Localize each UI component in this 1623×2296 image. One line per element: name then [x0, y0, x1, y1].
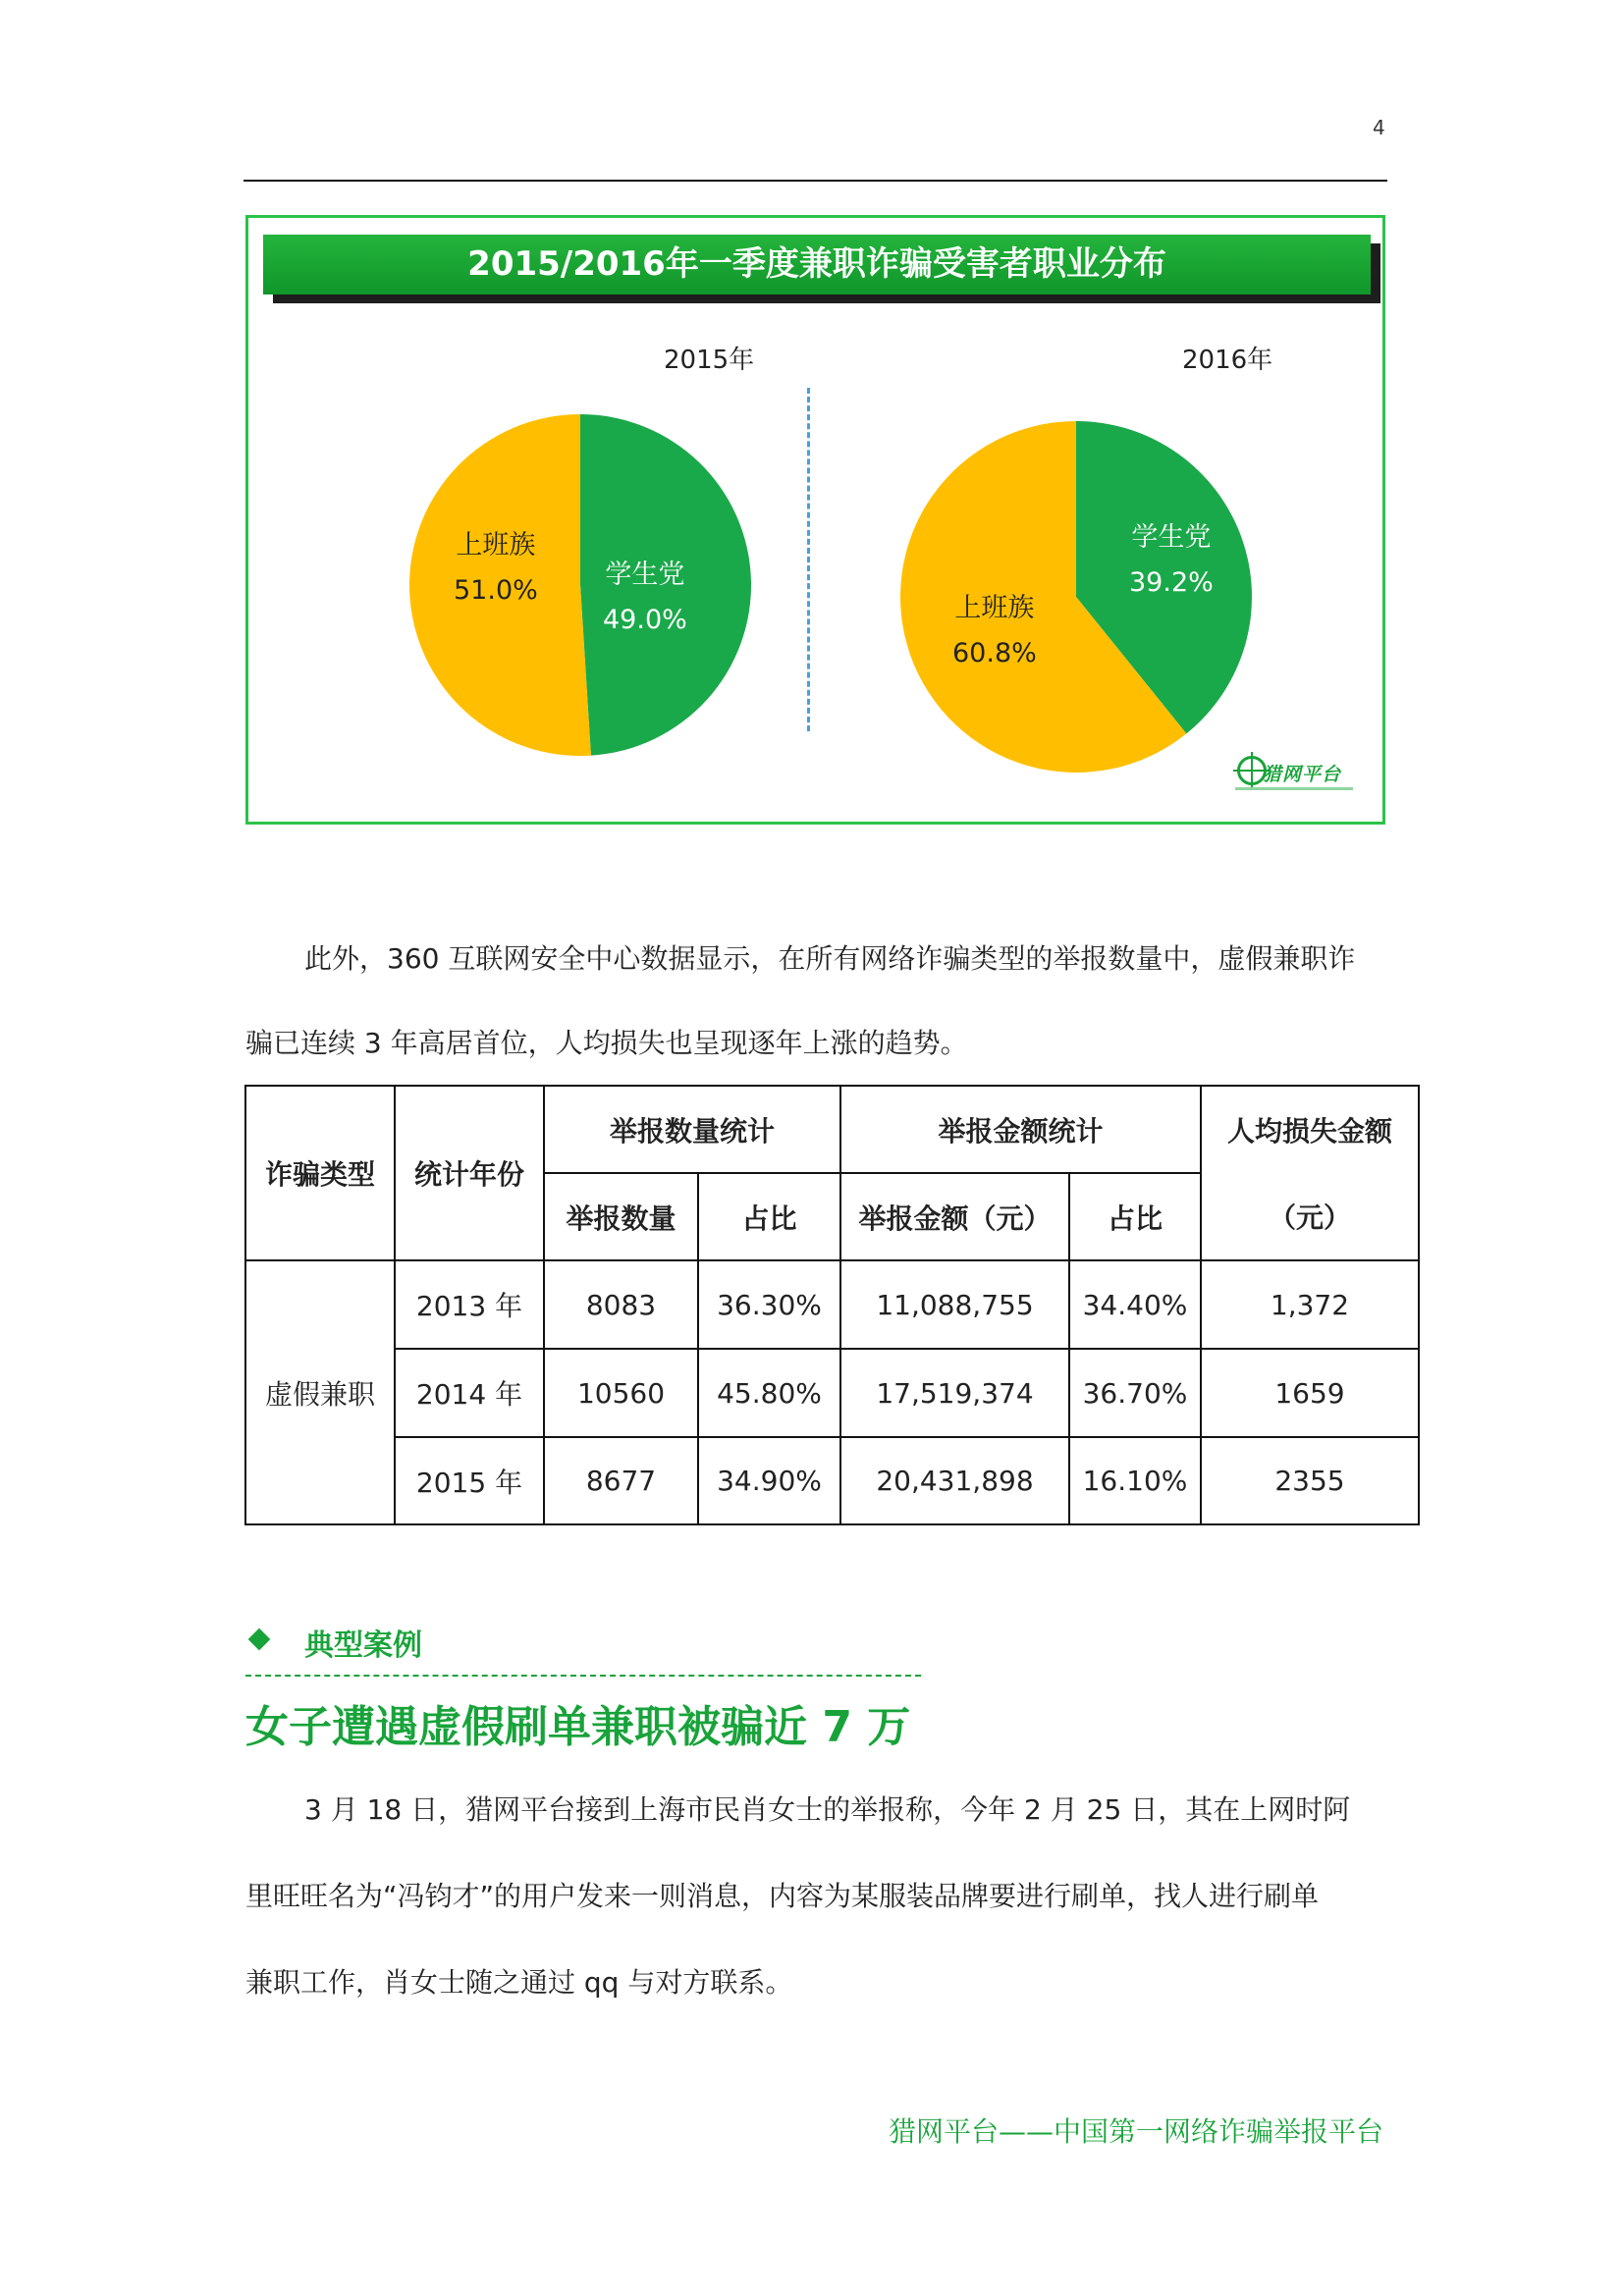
footer-slogan: 猎网平台——中国第一网络诈骗举报平台: [889, 2115, 1384, 2148]
year-cell: 2013 年: [395, 1260, 544, 1349]
pie-2016-worker-label: [952, 586, 1037, 676]
amount-ratio-cell: 16.10%: [1069, 1437, 1201, 1524]
count-cell: 8083: [544, 1260, 698, 1349]
header-count-ratio: 占比: [698, 1173, 840, 1260]
logo-text: 猎网平台: [1263, 764, 1342, 785]
category-cell: 虚假兼职: [245, 1260, 395, 1524]
pie-2015-worker-label: [454, 523, 538, 614]
paragraph-line: 里旺旺名为“冯钧才”的用户发来一则消息，内容为某服装品牌要进行刷单，找人进行刷单: [245, 1880, 1320, 1912]
figure-title: 2015/2016年一季度兼职诈骗受害者职业分布: [263, 235, 1371, 294]
amount-ratio-cell: 36.70%: [1069, 1349, 1201, 1437]
per-capita-cell: 1,372: [1201, 1260, 1419, 1349]
slice-name: 学生党: [605, 560, 685, 590]
slice-percent: 60.8%: [952, 638, 1037, 668]
slice-percent: 39.2%: [1129, 567, 1214, 598]
case-section-label: 典型案例: [304, 1629, 422, 1663]
lieyun-logo: [1233, 754, 1353, 801]
diamond-bullet-icon: [248, 1629, 271, 1651]
paragraph-line: 骗已连续 3 年高居首位，人均损失也呈现逐年上涨的趋势。: [245, 1027, 968, 1059]
page-number: 4: [1373, 116, 1385, 139]
slice-name: 学生党: [1131, 522, 1212, 553]
header-amount: 举报金额（元）: [840, 1173, 1069, 1260]
paragraph-line: 此外，360 互联网安全中心数据显示，在所有网络诈骗类型的举报数量中，虚假兼职诈: [304, 942, 1356, 975]
count-cell: 10560: [544, 1349, 698, 1437]
count-ratio-cell: 36.30%: [698, 1260, 840, 1349]
figure-divider: [807, 388, 810, 731]
table-row: [245, 1437, 1419, 1524]
header-amount-group: 举报金额统计: [840, 1086, 1201, 1173]
pie-2016-year-label: 2016年: [1182, 346, 1273, 375]
paragraph-line: 兼职工作，肖女士随之通过 qq 与对方联系。: [245, 1966, 793, 1999]
per-capita-cell: 2355: [1201, 1437, 1419, 1524]
table-row: [245, 1349, 1419, 1437]
header-per-capita-unit: （元）: [1201, 1173, 1419, 1260]
pie-2015-student-label: [603, 553, 687, 643]
year-cell: 2015 年: [395, 1437, 544, 1524]
count-ratio-cell: 45.80%: [698, 1349, 840, 1437]
per-capita-cell: 1659: [1201, 1349, 1419, 1437]
header-fraud-type: 诈骗类型: [245, 1086, 395, 1260]
header-count-group: 举报数量统计: [544, 1086, 840, 1173]
count-cell: 8677: [544, 1437, 698, 1524]
slice-name: 上班族: [456, 530, 536, 561]
header-per-capita: 人均损失金额: [1201, 1086, 1419, 1173]
pie-2015-year-label: 2015年: [664, 346, 755, 375]
slice-name: 上班族: [954, 593, 1035, 623]
slice-percent: 51.0%: [454, 575, 538, 606]
pie-2016-student-label: [1129, 515, 1214, 606]
fraud-stats-table: [244, 1085, 1420, 1525]
paragraph-line: 3 月 18 日，猎网平台接到上海市民肖女士的举报称，今年 2 月 25 日，其在上网时阿: [304, 1793, 1351, 1826]
amount-cell: 20,431,898: [840, 1437, 1069, 1524]
count-ratio-cell: 34.90%: [698, 1437, 840, 1524]
case-title: 女子遭遇虚假刷单兼职被骗近 7 万: [245, 1702, 911, 1752]
amount-ratio-cell: 34.40%: [1069, 1260, 1201, 1349]
header-year: 统计年份: [395, 1086, 544, 1260]
amount-cell: 11,088,755: [840, 1260, 1069, 1349]
header-rule: [243, 180, 1387, 182]
amount-cell: 17,519,374: [840, 1349, 1069, 1437]
slice-percent: 49.0%: [603, 605, 687, 635]
header-count: 举报数量: [544, 1173, 698, 1260]
header-amount-ratio: 占比: [1069, 1173, 1201, 1260]
year-cell: 2014 年: [395, 1349, 544, 1437]
case-section-rule: [245, 1675, 921, 1677]
table-row: [245, 1260, 1419, 1349]
